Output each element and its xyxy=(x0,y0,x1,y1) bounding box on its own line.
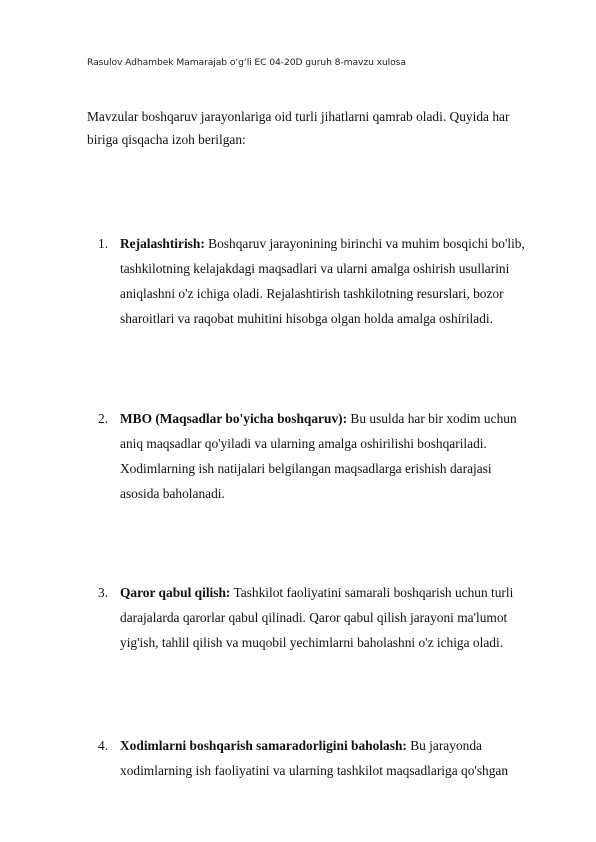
list-item-body: Bu usulda har bir xodim uchun aniq maqsadlar qo'yiladi va ularning amalga oshirilishi boshqariladi. Xodimlarning ish natijalari belgilangan maqsadlarga erishish darajasi asosida baholanadi. xyxy=(120,411,517,501)
list-item-title: Qaror qabul qilish: xyxy=(120,585,231,600)
list-item-body: Boshqaruv jarayonining birinchi va muhim bosqichi bo'lib, tashkilotning kelajakdagi maqsadlari va ularni amalga oshirish usullarini aniqlashni o'z ichiga oladi. Rejalashtirish tashkilotning resurslari, bozor sharoitlari va raqobat muhitini hisobga olgan holda amalga oshiriladi. xyxy=(120,236,525,326)
list-item-number: 2. xyxy=(98,411,109,426)
list-item-title: Xodimlarni boshqarish samaradorligini baholash: xyxy=(120,738,407,753)
list-item-body: Bu jarayonda xodimlarning ish faoliyatini va ularning tashkilot maqsadlariga qo'shgan xyxy=(120,738,509,778)
list-item-title: Rejalashtirish: xyxy=(120,236,205,251)
list-item xyxy=(98,231,530,331)
page-header: Rasulov Adhambek Mamarajab o‘g‘li EC 04-20D guruh 8-mavzu xulosa xyxy=(87,57,406,68)
list-item xyxy=(98,580,530,655)
list-item-title: MBO (Maqsadlar bo'yicha boshqaruv): xyxy=(120,411,348,426)
list-item-number: 4. xyxy=(98,738,109,753)
list-item-number: 3. xyxy=(98,585,109,600)
list-item-body: Tashkilot faoliyatini samarali boshqarish uchun turli darajalarda qarorlar qabul qilinadi. Qaror qabul qilish jarayoni ma'lumot yig'ish, tahlil qilish va muqobil yechimlarni baholashni o'z ichiga oladi. xyxy=(120,585,514,650)
list-item-number: 1. xyxy=(98,236,109,251)
list-item xyxy=(98,733,530,783)
intro-paragraph: Mavzular boshqaruv jarayonlariga oid turli jihatlarni qamrab oladi. Quyida har biriga qisqacha izoh berilgan: xyxy=(87,109,510,147)
list-item xyxy=(98,406,530,506)
